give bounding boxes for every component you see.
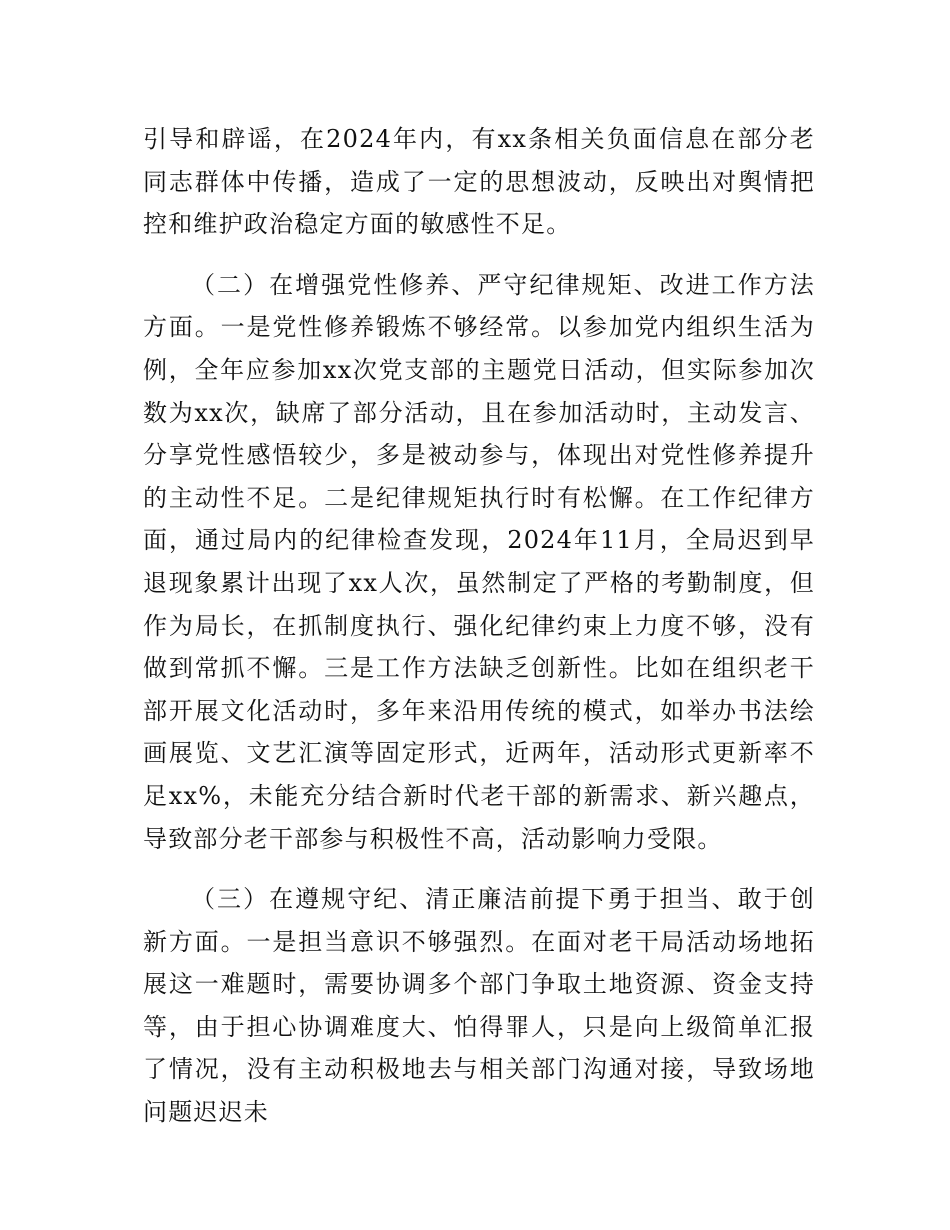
paragraph-section-two: （二）在增强党性修养、严守纪律规矩、改进工作方法方面。一是党性修养锻炼不够经常。以参加党内组织生活为例，全年应参加xx次党支部的主题党日活动，但实际参加次数为xx次，缺席了部分活动，且在参加活动时，主动发言、分享党性感悟较少，多是被动参与，体现出对党性修养提升的主动性不足。二是纪律规矩执行时有松懈。在工作纪律方面，通过局内的纪律检查发现，2024年11月，全局迟到早退现象累计出现了xx人次，虽然制定了严格的考勤制度，但作为局长，在抓制度执行、强化纪律约束上力度不够，没有做到常抓不懈。三是工作方法缺乏创新性。比如在组织老干部开展文化活动时，多年来沿用传统的模式，如举办书法绘画展览、文艺汇演等固定形式，近两年，活动形式更新率不足xx%，未能充分结合新时代老干部的新需求、新兴趣点，导致部分老干部参与积极性不高，活动影响力受限。 bbox=[143, 270, 815, 853]
paragraph-continuation: 引导和辟谣，在2024年内，有xx条相关负面信息在部分老同志群体中传播，造成了一定的思想波动，反映出对舆情把控和维护政治稳定方面的敏感性不足。 bbox=[143, 125, 815, 239]
document-body bbox=[143, 118, 815, 1134]
paragraph-section-three: （三）在遵规守纪、清正廉洁前提下勇于担当、敢于创新方面。一是担当意识不够强烈。在面对老干局活动场地拓展这一难题时，需要协调多个部门争取土地资源、资金支持等，由于担心协调难度大、怕得罪人，只是向上级简单汇报了情况，没有主动积极地去与相关部门沟通对接，导致场地问题迟迟未 bbox=[143, 885, 815, 1127]
paragraph-spacer bbox=[143, 860, 815, 878]
paragraph-spacer bbox=[143, 246, 815, 264]
